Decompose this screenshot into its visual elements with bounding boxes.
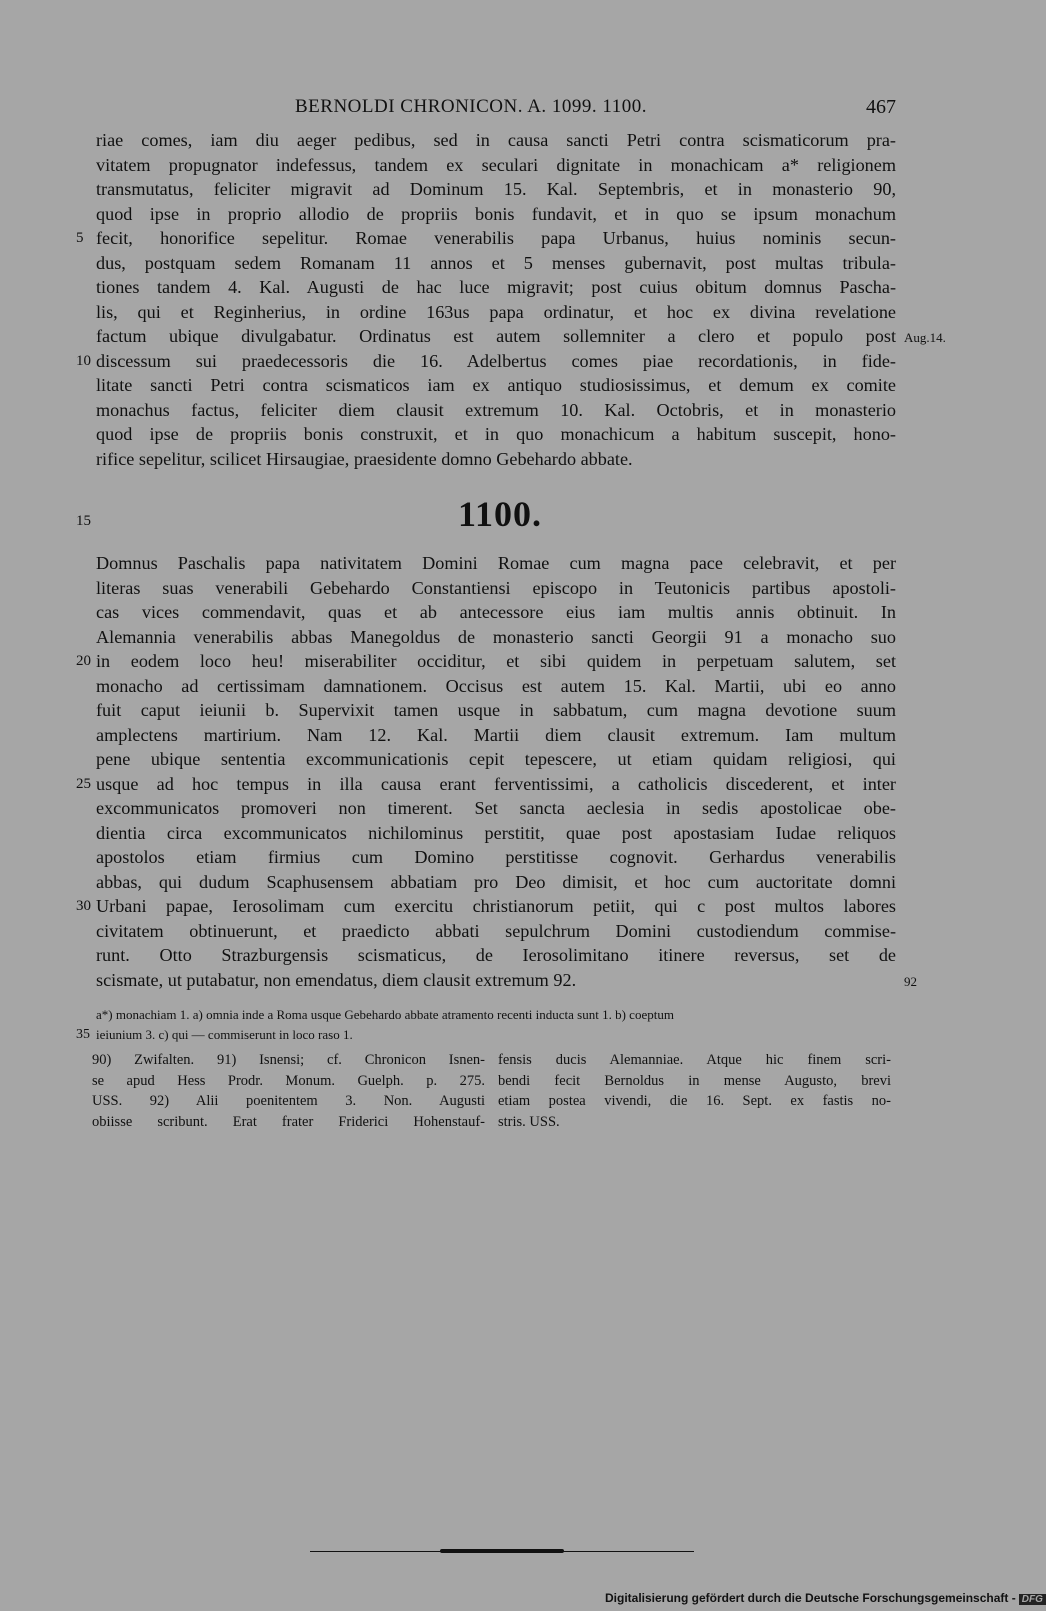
- footnote-line: USS. 92) Alii poenitentem 3. Non. Augusti: [92, 1093, 485, 1109]
- digitization-credit: [605, 1591, 1046, 1605]
- footnote-line: etiam postea vivendi, die 16. Sept. ex fastis no-: [498, 1093, 891, 1109]
- margin-note: 92: [904, 973, 917, 989]
- footnote-line: 90) Zwifalten. 91) Isnensi; cf. Chronicon Isnen-: [92, 1052, 485, 1068]
- text-block-1099: [76, 128, 946, 471]
- line-number: 5: [76, 230, 84, 246]
- text-line: excommunicatos promoveri non timerent. Set sancta aeclesia in sedis apostolicae obe-: [96, 798, 896, 818]
- text-line: literas suas venerabili Gebehardo Constantiensi episcopo in Teutonicis partibus apostoli-: [96, 577, 896, 598]
- text-line: quod ipse in proprio allodio de propriis bonis fundavit, et in quo se ipsum monachum: [96, 203, 896, 224]
- text-line-25: [76, 772, 896, 797]
- text-line: Alemannia venerabilis abbas Manegoldus de monasterio sancti Georgii 91 a monacho suo: [96, 626, 896, 647]
- line-number: 15: [76, 513, 91, 529]
- text-line: lis, qui et Reginherius, in ordine 163us papa ordinatur, et hoc ex divina revelatione: [96, 301, 896, 322]
- margin-note: Aug.14.: [904, 330, 946, 345]
- text-line: runt. Otto Strazburgensis scismaticus, de Ierosolimitano itinere reversus, set de: [96, 945, 896, 965]
- rule-thick-line: [440, 1549, 564, 1553]
- text-line: amplectens martirium. Nam 12. Kal. Martii diem clausit extremum. Iam multum: [96, 724, 896, 745]
- text-line: fuit caput ieiunii b. Supervixit tamen usque in sabbatum, cum magna devotione suum: [96, 700, 896, 720]
- line-number: 30: [76, 898, 91, 914]
- footnote-line: obiisse scribunt. Erat frater Friderici Hohenstauf-: [92, 1113, 485, 1130]
- credit-text: Digitalisierung gefördert durch die Deutsche Forschungsgemeinschaft -: [605, 1591, 1016, 1605]
- text-line: monacho ad certissimam damnationem. Occisus est autem 15. Kal. Martii, ubi eo anno: [96, 675, 896, 696]
- text-line: quod ipse de propriis bonis construxit, et in quo monachicum a habitum suscepit, hono-: [96, 424, 896, 444]
- text-line: dientia circa excommunicatos nichilominus perstitit, quae post apostasiam Iudae reliquos: [96, 822, 896, 843]
- text-line: dus, postquam sedem Romanam 11 annos et 5 menses gubernavit, post multas tribula-: [96, 252, 896, 273]
- text-line-30: [76, 894, 896, 919]
- dfg-logo: DFG: [1019, 1594, 1046, 1605]
- text-line: riae comes, iam diu aeger pedibus, sed in causa sancti Petri contra scismaticorum pra-: [96, 130, 896, 150]
- running-header: [0, 96, 1000, 126]
- critical-apparatus: [76, 1005, 896, 1045]
- apparatus-line-35: [76, 1025, 896, 1045]
- year-heading: 1100.: [457, 494, 542, 534]
- text-line-with-margin: [96, 968, 917, 993]
- text-line: usque ad hoc tempus in illa causa erant ferventissimi, a catholicis discederent, et inter: [96, 773, 896, 794]
- page-number: 467: [866, 96, 896, 118]
- text-line-with-margin: [96, 324, 946, 349]
- text-line-20: [76, 649, 896, 674]
- text-line: pene ubique sententia excommunicationis cepit tepescere, ut etiam quidam religiosi, qui: [96, 749, 896, 769]
- footnote-line: fensis ducis Alemanniae. Atque hic finem scri-: [498, 1052, 891, 1068]
- line-number: 25: [76, 775, 91, 792]
- text-line: civitatem obtinuerunt, et praedicto abbati sepulchrum Domini custodiendum commise-: [96, 920, 896, 941]
- footnotes-right-column: [498, 1050, 891, 1132]
- text-line: abbas, qui dudum Scaphusensem abbatiam pro Deo dimisit, et hoc cum auctoritate domni: [96, 871, 896, 892]
- text-line: in eodem loco heu! miserabiliter occiditur, et sibi quidem in perpetuam salutem, set: [96, 651, 896, 671]
- text-line: monachus factus, feliciter diem clausit extremum 10. Kal. Octobris, et in monasterio: [96, 399, 896, 420]
- text-line: apostolos etiam firmius cum Domino perstitisse cognovit. Gerhardus venerabilis: [96, 847, 896, 867]
- text-line-5: [76, 226, 896, 251]
- footnote-line: bendi fecit Bernoldus in mense Augusto, brevi: [498, 1072, 891, 1089]
- text-line: rifice sepelitur, scilicet Hirsaugiae, praesidente domno Gebehardo abbate.: [96, 448, 633, 469]
- page-title: BERNOLDI CHRONICON. A. 1099. 1100.: [295, 96, 647, 117]
- text-line: scismate, ut putabatur, non emendatus, diem clausit extremum 92.: [96, 969, 577, 990]
- text-line: discessum sui praedecessoris die 16. Adelbertus comes piae recordationis, in fide-: [96, 350, 896, 371]
- line-number: 20: [76, 653, 91, 669]
- text-line: cas vices commendavit, quas et ab antecessore eius iam multis annis obtinuit. In: [96, 602, 896, 622]
- text-line: Urbani papae, Ierosolimam cum exercitu christianorum petiit, qui c post multos labores: [96, 896, 896, 916]
- text-line: transmutatus, feliciter migravit ad Dominum 15. Kal. Septembris, et in monasterio 90,: [96, 179, 896, 199]
- line-number: 35: [76, 1027, 90, 1042]
- footnotes-left-column: [92, 1050, 485, 1132]
- text-line: factum ubique divulgabatur. Ordinatus est autem sollemniter a clero et populo post: [96, 326, 896, 346]
- line-number: 10: [76, 352, 91, 369]
- text-line: fecit, honorifice sepelitur. Romae venerabilis papa Urbanus, huius nominis secun-: [96, 228, 896, 248]
- footnote-line: se apud Hess Prodr. Monum. Guelph. p. 275.: [92, 1072, 485, 1089]
- text-line: litate sancti Petri contra scismaticos iam ex antiquo studiosissimus, et demum ex comite: [96, 375, 896, 395]
- text-block-1100: [76, 551, 917, 992]
- text-line-10: [76, 349, 896, 374]
- text-line: vitatem propugnator indefessus, tandem ex seculari dignitate in monachicam a* religionem: [96, 154, 896, 175]
- apparatus-line: a*) monachiam 1. a) omnia inde a Roma usque Gebehardo abbate atramento recenti inducta sunt 1. b) coeptum: [96, 1007, 674, 1022]
- text-line: Domnus Paschalis papa nativitatem Domini Romae cum magna pace celebravit, et per: [96, 553, 896, 573]
- footnote-line: stris. USS.: [498, 1113, 560, 1130]
- text-line: tiones tandem 4. Kal. Augusti de hac luce migravit; post cuius obitum domnus Pascha-: [96, 277, 896, 297]
- end-rule: [310, 1549, 694, 1553]
- apparatus-text: ieiunium 3. c) qui — commiserunt in loco raso 1.: [96, 1027, 353, 1042]
